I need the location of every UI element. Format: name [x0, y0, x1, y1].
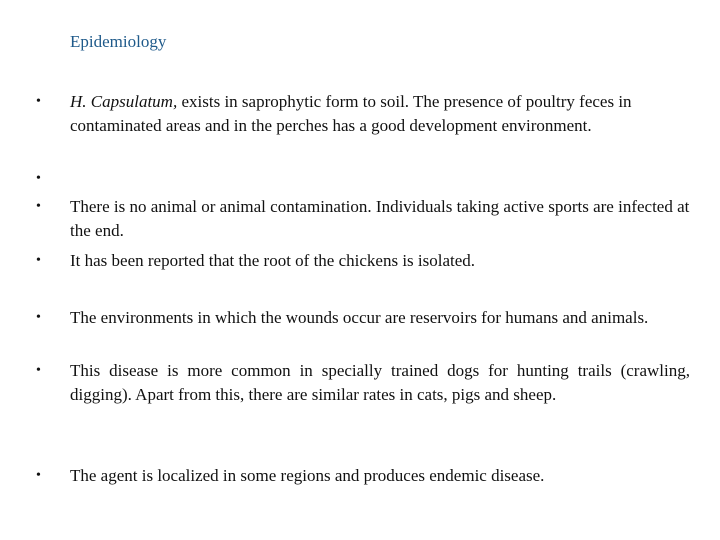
bullet-item-saprophytic	[36, 90, 690, 137]
bullet-item-endemic	[36, 464, 690, 488]
bullet-dot-icon: •	[36, 253, 41, 268]
bullet-item-reservoirs	[36, 306, 690, 330]
bullet-dot-icon: •	[36, 468, 41, 483]
bullet-dot-icon: •	[36, 94, 41, 109]
organism-name: H. Capsulatum,	[70, 92, 178, 111]
slide-title: Epidemiology	[70, 32, 167, 51]
bullet-text: The agent is localized in some regions and produces endemic disease.	[70, 466, 545, 485]
bullet-text: exists in saprophytic form to soil. The presence of poultry feces in contaminated areas and in the perches has a good development environment.	[70, 92, 632, 135]
bullet-dot-icon: •	[36, 199, 41, 214]
bullet-dot-icon: •	[36, 363, 41, 378]
bullet-item-dogs	[36, 359, 690, 406]
bullet-item-chickens	[36, 249, 690, 273]
bullet-item-contamination	[36, 195, 690, 242]
bullet-text: The environments in which the wounds occur are reservoirs for humans and animals.	[70, 308, 649, 327]
bullet-dot-icon: •	[36, 310, 41, 325]
bullet-text: This disease is more common in specially trained dogs for hunting trails (crawling, digging). Apart from this, there are similar rates in cats, pigs and sheep.	[70, 361, 690, 404]
bullet-text: It has been reported that the root of the chickens is isolated.	[70, 251, 476, 270]
bullet-text: There is no animal or animal contamination. Individuals taking active sports are infected at the end.	[70, 197, 690, 240]
bullet-dot-icon: •	[36, 171, 41, 186]
